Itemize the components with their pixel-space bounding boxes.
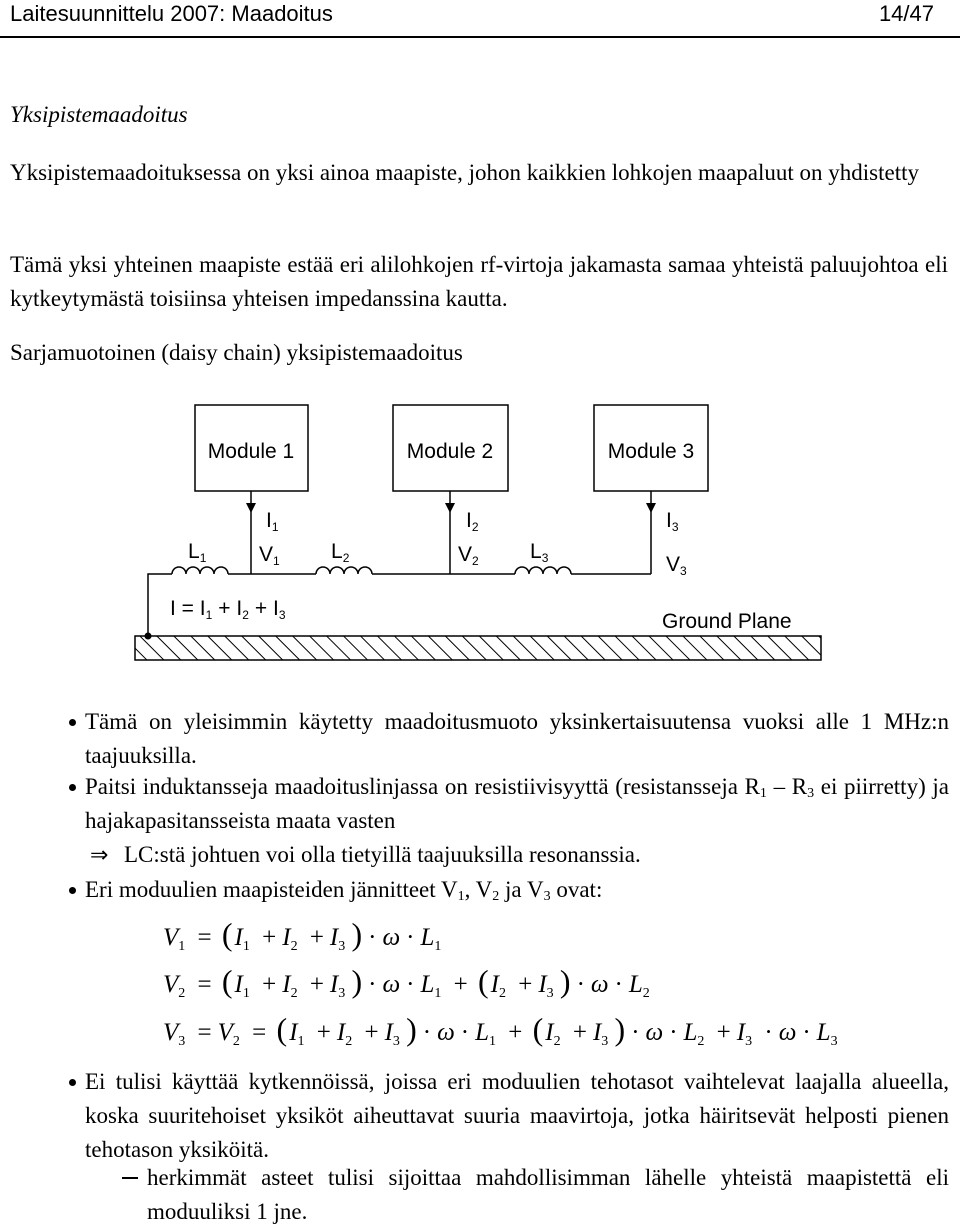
bullet-dot — [69, 1079, 76, 1086]
implies-arrow-icon: ⇒ — [90, 843, 109, 868]
module-1-label: Module 1 — [207, 440, 295, 463]
section-heading: Yksipistemaadoitus — [10, 102, 188, 127]
document-title: Laitesuunnittelu 2007: Maadoitus — [10, 1, 333, 26]
equation-v3: $V_3$ = $V_2$ = ($I_1$ + $I_2$ + $I_3$ ) · $\omega \cdot L_1$ + ($I_2$ + $I_3$ ) · $\omega \cdot L_2$ + $I_3$ · $\omega \cdot L_3$ — [163, 1011, 838, 1049]
diagram-caption: Sarjamuotoinen (daisy chain) yksipistemaadoitus — [10, 340, 463, 365]
voltage-label-3: V3 — [666, 553, 687, 578]
bullet-resistance: Paitsi induktansseja maadoituslinjassa on resistiivisyyttä (resistansseja $R_1 - R_3$ ei piirretty) ja hajakapasitansseista maata vasten — [85, 774, 949, 833]
equation-v2: $V_2$ = ($I_1$ + $I_2$ + $I_3$ ) · $\omega \cdot L_1$ + ($I_2$ + $I_3$ ) · $\omega \cdot L_2$ — [163, 963, 650, 1001]
paragraph-explanation: Tämä yksi yhteinen maapiste estää eri alilohkojen rf-virtoja jakamasta samaa yhteistä paluujohtoa eli kytkeytymästä toisiinsa yhteisen impedanssina kautta. — [10, 252, 948, 311]
bullet-dot — [69, 887, 76, 894]
bullet-usage: Tämä on yleisimmin käytetty maadoitusmuoto yksinkertaisuutensa vuoksi alle 1 MHz:n taajuuksilla. — [85, 709, 949, 768]
ground-plane-label: Ground Plane — [662, 610, 792, 633]
arrow-1 — [246, 503, 256, 513]
voltage-label-1: V1 — [259, 543, 280, 568]
voltage-label-2: V2 — [458, 543, 479, 568]
bullet-voltages: Eri moduulien maapisteiden jännitteet $V_1$, $V_2$ ja $V_3$ ovat: — [85, 877, 603, 904]
voltage-equations — [0, 905, 960, 1055]
inductor-1-coil — [172, 567, 228, 574]
ground-plane — [135, 636, 821, 660]
current-label-3: I3 — [666, 509, 679, 534]
total-current-label: I = I1 + I2 + I3 — [170, 597, 286, 622]
current-label-1: I1 — [266, 509, 279, 534]
bullet-power-levels: Ei tulisi käyttää kytkennöissä, joissa eri moduulien tehotasot vaihtelevat laajalla alueella, koska suuritehoiset yksiköt aiheuttavat suuria maavirtoja, jotka häiritsevät helposti pienen tehotason yksiköitä. — [85, 1069, 949, 1162]
bullet-dot — [69, 719, 76, 726]
arrow-2 — [445, 503, 455, 513]
inductor-label-1: L1 — [188, 540, 207, 565]
header-rule — [0, 36, 960, 38]
subbullet-sensitive-stages: herkimmät asteet tulisi sijoittaa mahdollisimman lähelle yhteistä maapistettä eli moduuliksi 1 jne. — [147, 1165, 949, 1224]
module-3-label: Module 3 — [607, 440, 695, 463]
paragraph-intro: Yksipistemaadoituksessa on yksi ainoa maapiste, johon kaikkien lohkojen maapaluut on yhdistetty — [10, 160, 919, 185]
dash-marker — [122, 1177, 138, 1179]
implication-line: ⇒ LC:stä johtuen voi olla tietyillä taajuuksilla resonanssia. — [90, 838, 950, 873]
inductor-2-coil — [316, 567, 372, 574]
equation-v1: $V_1$ = ($I_1$ + $I_2$ + $I_3$ ) · $\omega \cdot L_1$ — [163, 916, 442, 954]
inductor-3-coil — [515, 567, 571, 574]
inductor-label-3: L3 — [530, 540, 549, 565]
page-header — [0, 0, 960, 40]
module-2-label: Module 2 — [406, 440, 494, 463]
bullet-dot — [69, 784, 76, 791]
current-label-2: I2 — [466, 509, 479, 534]
daisy-chain-diagram — [0, 395, 960, 675]
arrow-3 — [646, 503, 656, 513]
inductor-label-2: L2 — [331, 540, 350, 565]
page-number: 14/47 — [878, 1, 934, 26]
